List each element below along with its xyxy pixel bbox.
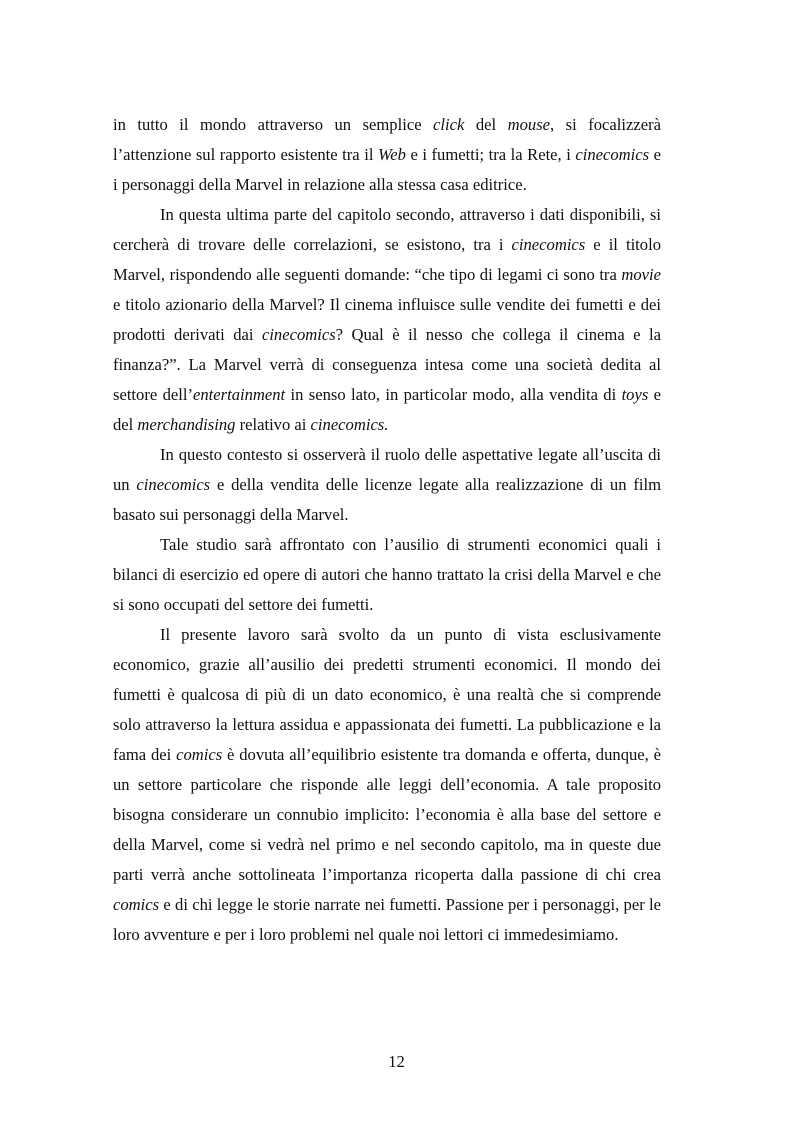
- italic-term: toys: [621, 385, 649, 404]
- text-run: e della vendita delle licenze legate alla realizzazione di un film basato sui personaggi della Marvel.: [113, 475, 661, 524]
- italic-term: comics: [113, 895, 160, 914]
- text-run: e il titolo Marvel, rispondendo alle seguenti domande: “che tipo di legami ci sono tra: [113, 235, 661, 284]
- text-run: In questa ultima parte del capitolo secondo, attraverso i dati disponibili, si cercherà di trovare delle correlazioni, se esistono, tra i: [113, 205, 661, 254]
- text-run: In questo contesto si osserverà il ruolo delle aspettative legate all’uscita di un: [113, 445, 661, 494]
- italic-term: cinecomics.: [310, 415, 389, 434]
- italic-term: cinecomics: [575, 145, 650, 164]
- italic-term: mouse: [507, 115, 551, 134]
- text-run: ? Qual è il nesso che collega il cinema e la finanza?”. La Marvel verrà di conseguenza intesa come una società dedita al settore dell’: [113, 325, 661, 404]
- text-run: in tutto il mondo attraverso un semplice: [113, 115, 434, 134]
- italic-term: Web: [377, 145, 406, 164]
- text-run: in senso lato, in particolar modo, alla vendita di: [285, 385, 622, 404]
- text-run: , si focalizzerà l’attenzione sul rapporto esistente tra il: [113, 115, 661, 164]
- text-run: del: [464, 115, 508, 134]
- italic-term: comics: [176, 745, 223, 764]
- italic-term: cinecomics: [136, 475, 211, 494]
- text-run: e del: [113, 385, 662, 434]
- italic-term: merchandising: [137, 415, 236, 434]
- text-run: Tale studio sarà affrontato con l’ausilio di strumenti economici quali i bilanci di esercizio ed opere di autori che hanno trattato la crisi della Marvel e che si sono occupati del settore dei fumetti.: [113, 535, 661, 614]
- text-run: relativo ai: [235, 415, 311, 434]
- paragraph: [113, 110, 661, 200]
- text-run: è dovuta all’equilibrio esistente tra domanda e offerta, dunque, è un settore particolare che risponde alle leggi dell’economia. A tale proposito bisogna considerare un connubio implicito: l’economia è alla base del settore e della Marvel, come si vedrà nel primo e nel secondo capitolo, ma in queste due parti verrà anche sottolineata l’importanza ricoperta dalla passione di chi crea: [113, 745, 662, 884]
- text-run: e i fumetti; tra la Rete, i: [405, 145, 576, 164]
- body-text: [113, 110, 661, 950]
- text-run: Il presente lavoro sarà svolto da un punto di vista esclusivamente economico, grazie all’ausilio dei predetti strumenti economici. Il mondo dei fumetti è qualcosa di più di un dato economico, è una realtà che si comprende solo attraverso la lettura assidua e appassionata dei fumetti. La pubblicazione e la fama dei: [113, 625, 661, 764]
- text-run: e i personaggi della Marvel in relazione alla stessa casa editrice.: [113, 145, 661, 194]
- paragraph: [113, 440, 661, 530]
- italic-term: click: [433, 115, 465, 134]
- italic-term: cinecomics: [511, 235, 586, 254]
- text-run: e titolo azionario della Marvel? Il cinema influisce sulle vendite dei fumetti e dei prodotti derivati dai: [113, 295, 661, 344]
- italic-term: cinecomics: [261, 325, 336, 344]
- italic-term: movie: [621, 265, 661, 284]
- italic-term: entertainment: [193, 385, 286, 404]
- text-run: e di chi legge le storie narrate nei fumetti. Passione per i personaggi, per le loro avventure e per i loro problemi nel quale noi lettori ci immedesimiamo.: [113, 895, 661, 944]
- page-number: 12: [388, 1052, 405, 1071]
- paragraph: [113, 530, 661, 620]
- paragraph: [113, 620, 661, 950]
- paragraph: [113, 200, 661, 440]
